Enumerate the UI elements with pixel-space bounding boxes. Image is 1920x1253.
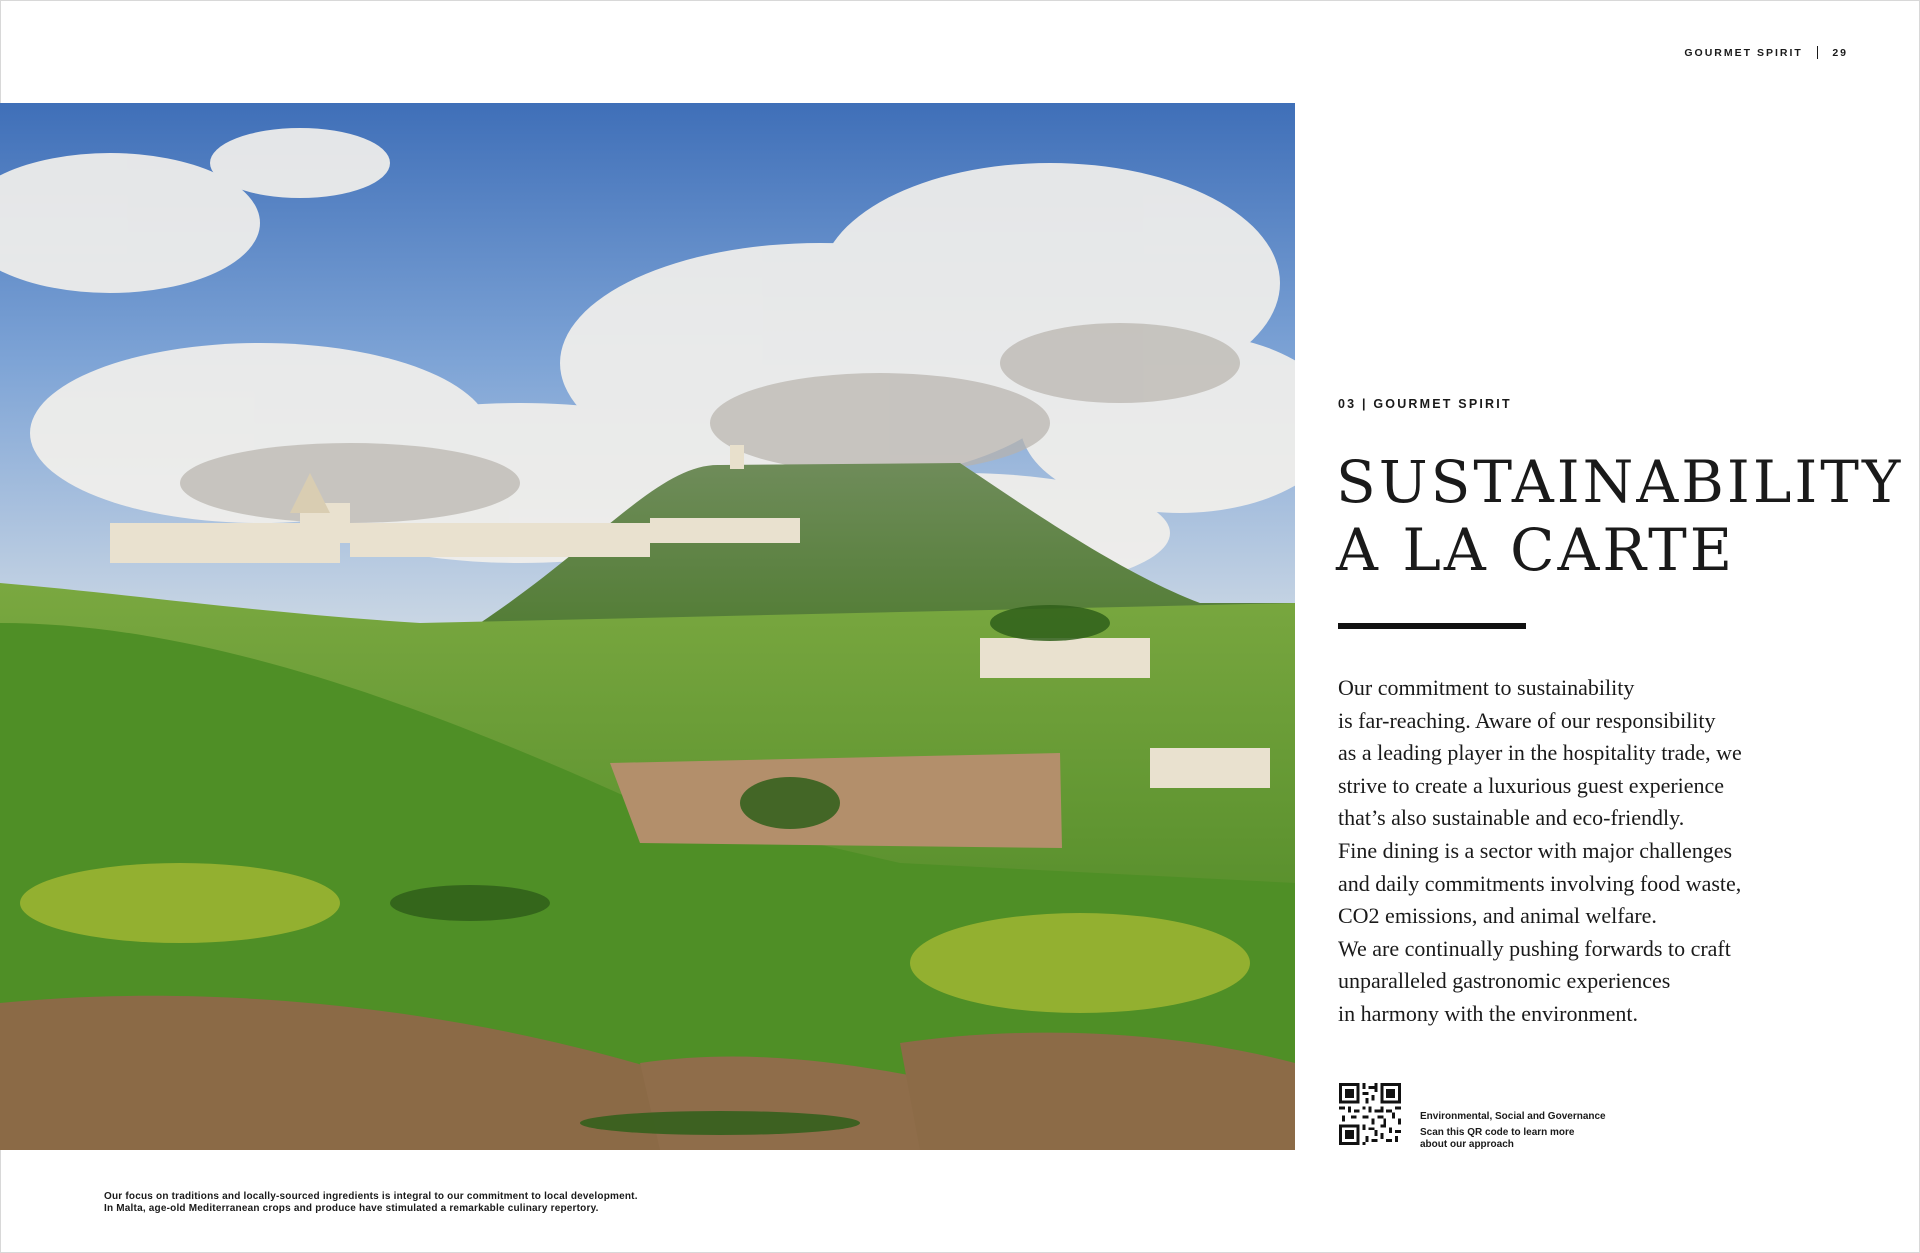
qr-title: Environmental, Social and Governance	[1420, 1111, 1606, 1122]
running-head	[1684, 46, 1848, 59]
running-head-divider	[1817, 46, 1819, 59]
qr-code-icon	[1339, 1083, 1401, 1145]
page-number: 29	[1832, 46, 1848, 59]
body-line: We are continually pushing forwards to craft	[1338, 935, 1731, 961]
headline-line: SUSTAINABILITY	[1336, 448, 1904, 516]
qr-code[interactable]	[1339, 1083, 1401, 1145]
section-label: 03 | GOURMET SPIRIT	[1338, 397, 1512, 411]
landscape-illustration	[0, 103, 1295, 1150]
body-line: that’s also sustainable and eco-friendly.	[1338, 805, 1685, 831]
running-head-title: GOURMET SPIRIT	[1684, 46, 1803, 59]
photo-caption	[104, 1191, 804, 1215]
qr-description	[1420, 1127, 1620, 1151]
body-line: Our commitment to sustainability	[1338, 675, 1635, 700]
body-line: Fine dining is a sector with major challenges	[1338, 837, 1733, 863]
headline	[1336, 448, 1904, 584]
headline-rule	[1338, 623, 1526, 629]
landscape-photo	[0, 103, 1295, 1150]
body-line: is far-reaching. Aware of our responsibility	[1338, 707, 1716, 733]
caption-line: Our focus on traditions and locally-sourced ingredients is integral to our commitment to local development.	[104, 1191, 638, 1202]
body-line: as a leading player in the hospitality trade, we	[1338, 740, 1742, 766]
body-line: CO2 emissions, and animal welfare.	[1338, 903, 1657, 929]
body-line: strive to create a luxurious guest experience	[1338, 772, 1725, 798]
headline-line: A LA CARTE	[1336, 516, 1736, 584]
body-line: in harmony with the environment.	[1338, 1000, 1638, 1026]
body-line: unparalleled gastronomic experiences	[1338, 968, 1671, 994]
qr-description-line: about our approach	[1420, 1139, 1514, 1150]
body-text	[1338, 672, 1778, 1031]
qr-description-line: Scan this QR code to learn more	[1420, 1127, 1575, 1138]
caption-line: In Malta, age-old Mediterranean crops and produce have stimulated a remarkable culinary repertory.	[104, 1203, 599, 1214]
body-line: and daily commitments involving food waste,	[1338, 870, 1742, 896]
